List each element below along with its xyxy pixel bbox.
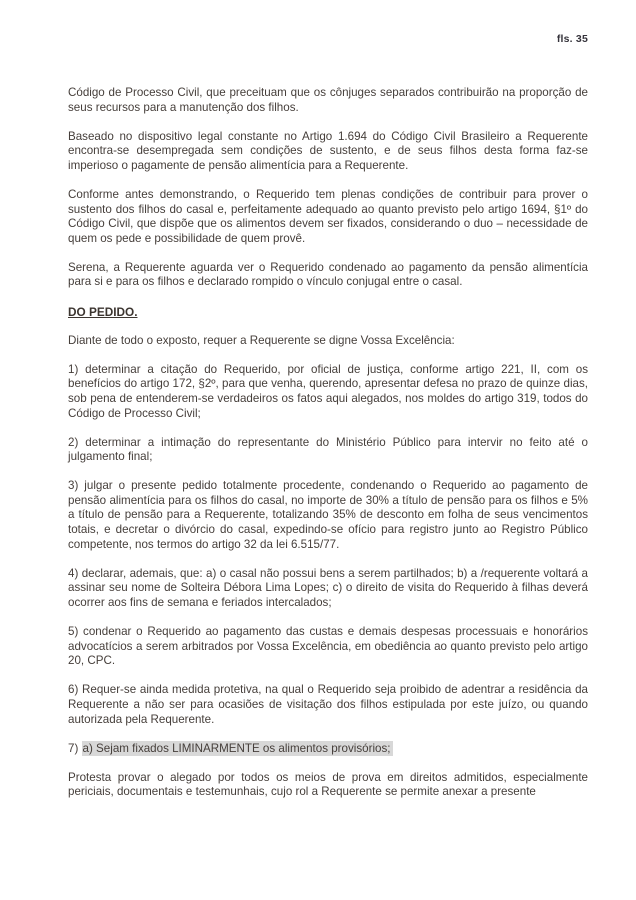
paragraph: Conforme antes demonstrando, o Requerido tem plenas condições de contribuir para prover o sustento dos filhos do casal e, perfeitamente adequado ao quanto previsto pelo artigo 1694, §1º do Código Civil, que dispõe que os alimentos devem ser fixados, considerando o duo – necessidade de quem os pede e possibilidade de quem provê. — [68, 187, 588, 245]
request-item-7 — [68, 742, 588, 757]
highlighted-clause: a) Sejam fixados LIMINARMENTE os alimentos provisórios; — [82, 741, 391, 755]
request-item: 2) determinar a intimação do representante do Ministério Público para intervir no feito até o julgamento final; — [68, 435, 588, 464]
request-item: 6) Requer-se ainda medida protetiva, na qual o Requerido seja proibido de adentrar a residência da Requerente a não ser para ocasiões de visitação dos filhos estipulada por este juízo, ou quando autorizada pela Requerente. — [68, 683, 588, 726]
paragraph: Código de Processo Civil, que preceituam que os cônjuges separados contribuirão na proporção de seus recursos para a manutenção dos filhos. — [68, 86, 588, 114]
paragraph: Baseado no dispositivo legal constante no Artigo 1.694 do Código Civil Brasileiro a Requerente encontra-se desempregada sem condições de sustento, e de seus filhos desta forma faz-se imperioso o pagamente de pensão alimentícia para a Requerente. — [68, 129, 588, 172]
request-item: 1) determinar a citação do Requerido, por oficial de justiça, conforme artigo 221, II, com os benefícios do artigo 172, §2º, para que venha, querendo, apresentar defesa no prazo de quinze dias, sob pena de entenderem-se verdadeiros os fatos aqui alegados, nos moldes do artigo 319, todos do Código de Processo Civil; — [68, 362, 588, 420]
document-body — [68, 86, 588, 814]
request-item: 3) julgar o presente pedido totalmente procedente, condenando o Requerido ao pagamento de pensão alimentícia para os filhos do casal, no importe de 30% a título de pensão para os filhos e 5% a título de pensão para a Requerente, totalizando 35% de desconto em folha de seus vencimentos totais, e decretar o divórcio do casal, expedindo-se ofício para registro junto ao Registro Público competente, nos termos do artigo 32 da lei 6.515/77. — [68, 479, 588, 551]
section-heading: DO PEDIDO. — [68, 304, 138, 319]
paragraph: Serena, a Requerente aguarda ver o Requerido condenado ao pagamento da pensão alimentícia para si e para os filhos e declarado rompido o vínculo conjugal entre o casal. — [68, 260, 588, 289]
request-intro: Diante de todo o exposto, requer a Requerente se digne Vossa Excelência: — [68, 333, 455, 347]
folio-number: fls. 35 — [556, 33, 588, 45]
paragraph: Protesta provar o alegado por todos os meios de prova em direitos admitidos, especialmente periciais, documentais e testemunhais, cujo rol a Requerente se permite anexar a presente — [68, 770, 588, 799]
item-number: 7) — [68, 741, 82, 755]
request-item: 4) declarar, ademais, que: a) o casal não possui bens a serem partilhados; b) a /requerente voltará a assinar seu nome de Solteira Débora Lima Lopes; c) o direito de visita do Requerido à filhas deverá ocorrer aos fins de semana e feriados intercalados; — [68, 566, 588, 609]
request-item: 5) condenar o Requerido ao pagamento das custas e demais despesas processuais e honorários advocatícios a serem arbitrados por Vossa Excelência, em obediência ao quanto previsto pelo artigo 20, CPC. — [68, 625, 588, 668]
